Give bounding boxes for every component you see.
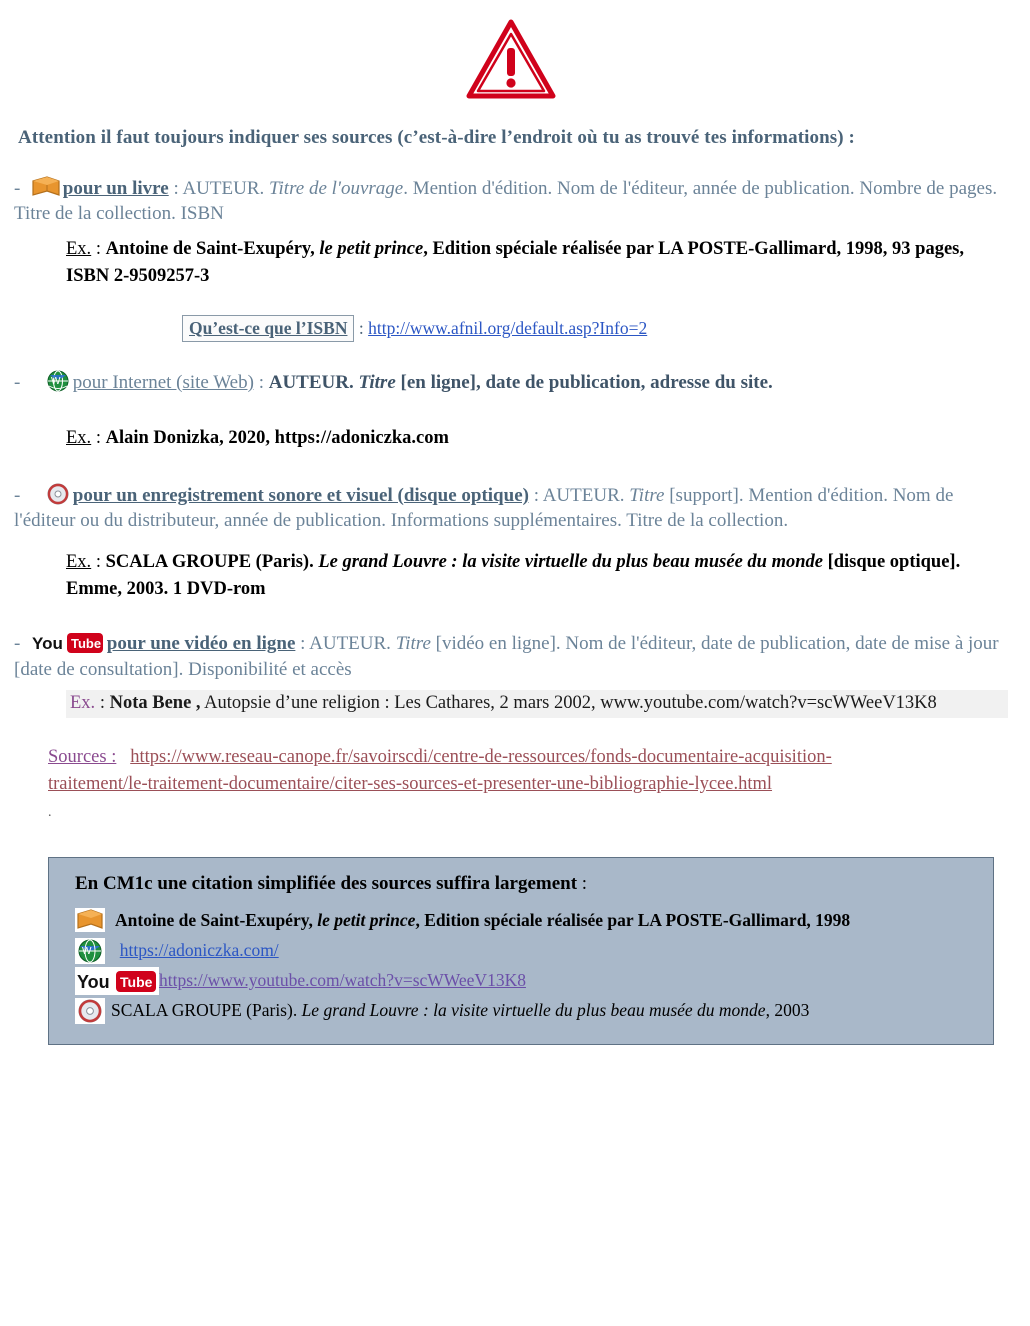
svg-text:You: You (31, 634, 63, 654)
entry-book (14, 175, 1008, 226)
svg-text:You: You (77, 972, 110, 993)
entry-audio-title: Titre (629, 484, 665, 506)
entry-video-title: Titre (395, 633, 431, 655)
youtube-logo-icon (31, 630, 105, 656)
entry-web-title: Titre (358, 371, 396, 393)
warning-triangle-icon (466, 18, 556, 105)
example-label: Ex. (70, 692, 96, 713)
warning-banner (14, 18, 1008, 105)
example-sep: : (91, 427, 106, 448)
entry-book-sep: : (168, 178, 183, 199)
example-audio-text-2: [disque optique]. Emme, 2003. 1 DVD-rom (66, 551, 961, 599)
bullet-dash: - (14, 371, 21, 393)
entry-book-title: Titre de l'ouvrage (269, 178, 404, 199)
sources-link-line-1[interactable]: https://www.reseau-canope.fr/savoirscdi/centre-de-ressources/fonds-documentaire-acquisition- (130, 746, 832, 767)
sources-label: Sources : (48, 746, 117, 767)
list-item (75, 967, 979, 993)
entry-video-rest: [vidéo en ligne]. Nom de l'éditeur, date de publication, date de mise à jour [date de consultation]. Disponibilité et accès (14, 633, 999, 680)
panel-video-link[interactable]: https://www.youtube.com/watch?v=scWWeeV13K8 (159, 970, 526, 991)
panel-audio-text-2: , 2003 (765, 1000, 810, 1021)
example-audio-italic: Le grand Louvre : la visite virtuelle du plus beau musée du monde (318, 551, 823, 572)
list-item-text (111, 997, 979, 1023)
example-sep: : (95, 692, 110, 713)
entry-video-sep: : (295, 633, 310, 655)
entry-web (14, 369, 1008, 395)
entry-audio (14, 482, 1008, 533)
bullet-dash: - (14, 484, 21, 506)
page-title: Attention il faut toujours indiquer ses sources (c’est-à-dire l’endroit où tu as trouvé tes informations) : (18, 127, 855, 148)
youtube-logo-icon (75, 967, 153, 993)
example-audio-text-1: SCALA GROUPE (Paris). (105, 551, 319, 572)
cd-disc-icon (45, 482, 71, 506)
list-item-text (159, 967, 979, 993)
book-icon (75, 908, 105, 932)
list-item-text (115, 907, 979, 933)
example-book-text-1: Antoine de Saint-Exupéry, (105, 239, 320, 260)
isbn-link[interactable]: http://www.afnil.org/default.asp?Info=2 (368, 317, 648, 338)
isbn-line (182, 318, 1008, 339)
entry-web-sep: : (253, 371, 269, 393)
panel-book-italic: le petit prince (317, 909, 416, 930)
entry-audio-label: pour un enregistrement sonore et visuel (disque optique) (72, 484, 529, 506)
svg-text:Tube: Tube (70, 636, 101, 652)
list-item-text (111, 937, 979, 963)
isbn-sep: : (354, 317, 369, 338)
entry-book-label: pour un livre (62, 178, 169, 199)
example-book (66, 236, 1008, 290)
example-web-text: Alain Donizka, 2020, https://adoniczka.com (105, 427, 449, 448)
example-sep: : (91, 551, 106, 572)
trailing-dot: . (48, 805, 52, 821)
sources-block (48, 744, 1008, 800)
example-video-text: Autopsie d’une religion : Les Cathares, 2 mars 2002, www.youtube.com/watch?v=scWWeeV13K8 (200, 692, 937, 713)
panel-book-text-1: Antoine de Saint-Exupéry, (115, 909, 318, 930)
panel-web-link[interactable]: https://adoniczka.com/ (119, 939, 279, 960)
sources-link-line-2[interactable]: traitement/le-traitement-documentaire/citer-ses-sources-et-presenter-une-bibliographie-lycee.html (48, 774, 773, 795)
svg-text:W: W (50, 375, 61, 387)
list-item (75, 937, 979, 963)
example-label: Ex. (66, 427, 92, 448)
entry-web-author: AUTEUR. (268, 371, 354, 393)
example-book-text-2: , Edition spéciale réalisée par LA POSTE-Gallimard, 1998, 93 pages, ISBN 2-9509257-3 (66, 239, 964, 286)
entry-audio-rest: [support]. Mention d'édition. Nom de l'éditeur ou du distributeur, année de publication. Informations supplémentaires. Titre de la collection. (14, 484, 954, 531)
entry-video-author: AUTEUR. (309, 633, 391, 655)
bullet-dash: - (14, 178, 21, 199)
entry-audio-sep: : (528, 484, 543, 506)
example-book-italic: le petit prince (319, 239, 424, 260)
svg-text:W: W (82, 945, 92, 957)
entry-audio-author: AUTEUR. (542, 484, 625, 506)
entry-book-author: AUTEUR. (182, 178, 265, 199)
entry-book-rest: . Mention d'édition. Nom de l'éditeur, année de publication. Nombre de pages. Titre de la collection. ISBN (14, 178, 998, 225)
entry-video-label: pour une vidéo en ligne (106, 633, 296, 655)
panel-audio-italic: Le grand Louvre : la visite virtuelle du plus beau musée du monde (301, 1000, 766, 1021)
web-globe-icon (75, 938, 101, 962)
list-item (75, 907, 979, 933)
summary-panel-title (75, 870, 979, 899)
example-sep: : (91, 239, 106, 260)
isbn-question-box[interactable]: Qu’est-ce que l’ISBN (182, 315, 354, 342)
cd-disc-icon (75, 998, 101, 1022)
entry-web-rest: [en ligne], date de publication, adresse du site. (395, 371, 773, 393)
web-globe-icon (45, 369, 71, 393)
panel-audio-text-1: SCALA GROUPE (Paris). (111, 1000, 302, 1021)
svg-text:Tube: Tube (120, 974, 153, 991)
example-label: Ex. (66, 239, 92, 260)
list-item (75, 997, 979, 1023)
summary-panel-title-bold: En CM1c une citation simplifiée des sources suffira largement (75, 873, 578, 895)
summary-panel-title-rest: : (577, 873, 588, 895)
example-video (66, 690, 1008, 718)
panel-book-text-2: , Edition spéciale réalisée par LA POSTE-Gallimard, 1998 (415, 909, 851, 930)
summary-panel (48, 857, 994, 1045)
book-icon (31, 175, 61, 199)
example-label: Ex. (66, 551, 92, 572)
bullet-dash: - (14, 633, 21, 655)
entry-video (14, 630, 1008, 681)
entry-web-label: pour Internet (site Web) (72, 371, 254, 393)
example-video-bold: Nota Bene , (109, 692, 201, 713)
example-web (66, 425, 1008, 452)
example-audio (66, 549, 1008, 603)
